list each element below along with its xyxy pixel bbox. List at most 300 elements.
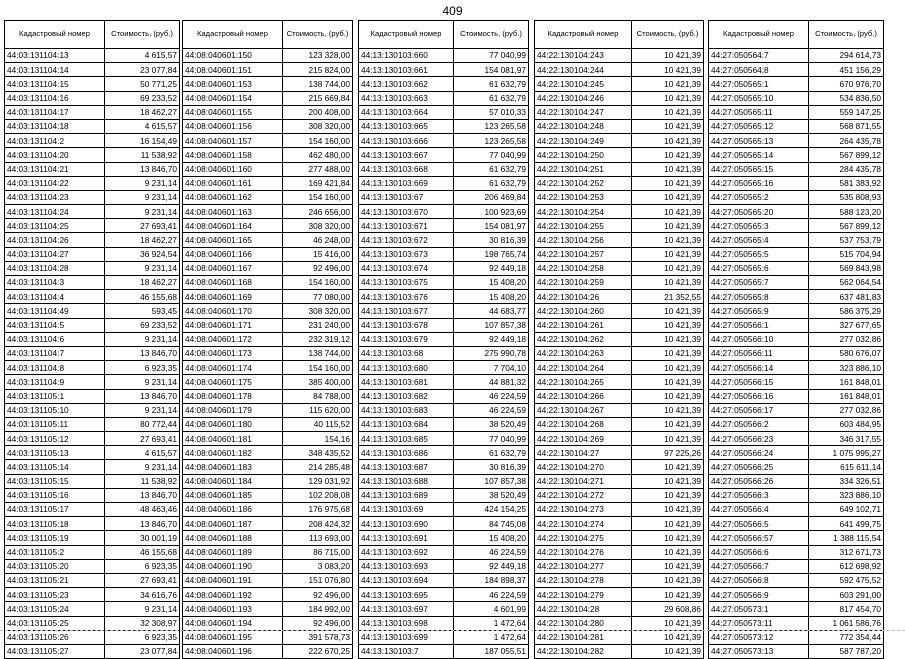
cost-cell: 154 160,00 bbox=[283, 190, 353, 204]
cadastral-number-cell: 44:03:131104:25 bbox=[5, 219, 105, 233]
cost-cell: 154 160,00 bbox=[283, 134, 353, 148]
cost-cell: 10 421,39 bbox=[632, 49, 704, 63]
header-cadastral-number: Кадастровый номер bbox=[5, 21, 105, 49]
table-row bbox=[183, 219, 353, 233]
cadastral-number-cell: 44:27:050566:26 bbox=[709, 474, 809, 488]
cost-cell: 670 976,70 bbox=[809, 77, 884, 91]
cadastral-number-cell: 44:08:040601:193 bbox=[183, 602, 283, 616]
cost-cell: 10 421,39 bbox=[632, 559, 704, 573]
table-row bbox=[5, 49, 180, 63]
cadastral-number-cell: 44:27:050566:10 bbox=[709, 332, 809, 346]
cadastral-number-cell: 44:13:130103:662 bbox=[359, 77, 454, 91]
cost-cell: 18 462,27 bbox=[105, 276, 180, 290]
table-row bbox=[183, 233, 353, 247]
cost-cell: 13 846,70 bbox=[105, 488, 180, 502]
table-row bbox=[5, 77, 180, 91]
table-row bbox=[5, 474, 180, 488]
table-row bbox=[183, 559, 353, 573]
table-row bbox=[359, 261, 529, 275]
table-row bbox=[183, 460, 353, 474]
cost-cell: 113 693,00 bbox=[283, 531, 353, 545]
cadastral-number-cell: 44:22:130104:253 bbox=[535, 190, 632, 204]
cadastral-number-cell: 44:03:131105:18 bbox=[5, 517, 105, 531]
table-row bbox=[5, 403, 180, 417]
table-row bbox=[535, 176, 704, 190]
table-row bbox=[709, 389, 884, 403]
cost-cell: 107 857,38 bbox=[454, 318, 529, 332]
cadastral-number-cell: 44:03:131105:2 bbox=[5, 545, 105, 559]
cadastral-number-cell: 44:08:040601:169 bbox=[183, 290, 283, 304]
cost-cell: 18 462,27 bbox=[105, 233, 180, 247]
cadastral-number-cell: 44:22:130104:243 bbox=[535, 49, 632, 63]
cost-cell: 102 208,08 bbox=[283, 488, 353, 502]
cost-cell: 562 064,54 bbox=[809, 276, 884, 290]
cost-cell: 46 224,59 bbox=[454, 588, 529, 602]
cost-cell: 176 975,68 bbox=[283, 503, 353, 517]
cost-cell: 184 898,37 bbox=[454, 573, 529, 587]
table-row bbox=[709, 446, 884, 460]
cost-cell: 284 435,78 bbox=[809, 162, 884, 176]
cost-cell: 308 320,00 bbox=[283, 219, 353, 233]
cost-cell: 10 421,39 bbox=[632, 247, 704, 261]
table-row bbox=[535, 49, 704, 63]
cost-cell: 84 745,08 bbox=[454, 517, 529, 531]
cost-cell: 10 421,39 bbox=[632, 276, 704, 290]
cadastral-number-cell: 44:03:131104:4 bbox=[5, 290, 105, 304]
cost-cell: 10 421,39 bbox=[632, 346, 704, 360]
table-row bbox=[359, 432, 529, 446]
cadastral-number-cell: 44:13:130103:683 bbox=[359, 403, 454, 417]
table-row bbox=[709, 602, 884, 616]
table-row bbox=[183, 276, 353, 290]
cost-cell: 9 231,14 bbox=[105, 176, 180, 190]
cost-cell: 10 421,39 bbox=[632, 503, 704, 517]
table-row bbox=[359, 573, 529, 587]
cost-cell: 23 077,84 bbox=[105, 63, 180, 77]
registry-table-3 bbox=[358, 20, 529, 659]
cost-cell: 46 224,59 bbox=[454, 403, 529, 417]
cadastral-number-cell: 44:03:131105:12 bbox=[5, 432, 105, 446]
cost-cell: 138 744,00 bbox=[283, 77, 353, 91]
cost-cell: 15 408,20 bbox=[454, 290, 529, 304]
cadastral-number-cell: 44:08:040601:183 bbox=[183, 460, 283, 474]
cadastral-number-cell: 44:03:131105:10 bbox=[5, 403, 105, 417]
cadastral-number-cell: 44:08:040601:186 bbox=[183, 503, 283, 517]
cost-cell: 10 421,39 bbox=[632, 190, 704, 204]
cost-cell: 161 848,01 bbox=[809, 389, 884, 403]
cost-cell: 10 421,39 bbox=[632, 261, 704, 275]
table-row bbox=[183, 176, 353, 190]
cost-cell: 603 484,95 bbox=[809, 417, 884, 431]
table-row bbox=[5, 119, 180, 133]
cadastral-number-cell: 44:22:130104:263 bbox=[535, 346, 632, 360]
table-row bbox=[359, 205, 529, 219]
cadastral-number-cell: 44:22:130104:272 bbox=[535, 488, 632, 502]
table-row bbox=[709, 403, 884, 417]
cadastral-number-cell: 44:13:130103:665 bbox=[359, 119, 454, 133]
registry-table-5 bbox=[708, 20, 884, 659]
table-row bbox=[5, 573, 180, 587]
cadastral-number-cell: 44:27:050565:9 bbox=[709, 304, 809, 318]
cadastral-number-cell: 44:22:130104:244 bbox=[535, 63, 632, 77]
cadastral-number-cell: 44:22:130104:279 bbox=[535, 588, 632, 602]
cadastral-number-cell: 44:27:050566:23 bbox=[709, 432, 809, 446]
cost-cell: 10 421,39 bbox=[632, 630, 704, 644]
cadastral-number-cell: 44:03:131104:27 bbox=[5, 247, 105, 261]
cadastral-number-cell: 44:03:131104:26 bbox=[5, 233, 105, 247]
cost-cell: 46 155,68 bbox=[105, 545, 180, 559]
cadastral-number-cell: 44:13:130103:7 bbox=[359, 644, 454, 658]
table-row bbox=[5, 233, 180, 247]
table-row bbox=[359, 588, 529, 602]
table-row bbox=[183, 361, 353, 375]
table-row bbox=[535, 276, 704, 290]
table-row bbox=[5, 63, 180, 77]
cost-cell: 641 499,75 bbox=[809, 517, 884, 531]
cost-cell: 84 788,00 bbox=[283, 389, 353, 403]
table-row bbox=[359, 375, 529, 389]
table-row bbox=[183, 644, 353, 658]
cost-cell: 77 040,99 bbox=[454, 148, 529, 162]
cost-cell: 391 578,73 bbox=[283, 630, 353, 644]
cadastral-number-cell: 44:13:130103:698 bbox=[359, 616, 454, 630]
cadastral-number-cell: 44:08:040601:184 bbox=[183, 474, 283, 488]
table-row bbox=[535, 162, 704, 176]
cost-cell: 154 081,97 bbox=[454, 63, 529, 77]
cadastral-number-cell: 44:03:131105:24 bbox=[5, 602, 105, 616]
cost-cell: 15 408,20 bbox=[454, 531, 529, 545]
cadastral-number-cell: 44:08:040601:165 bbox=[183, 233, 283, 247]
cadastral-number-cell: 44:03:131105:26 bbox=[5, 630, 105, 644]
cost-cell: 100 923,69 bbox=[454, 205, 529, 219]
cadastral-number-cell: 44:22:130104:271 bbox=[535, 474, 632, 488]
table-row bbox=[709, 332, 884, 346]
cadastral-number-cell: 44:08:040601:155 bbox=[183, 105, 283, 119]
cost-cell: 40 115,52 bbox=[283, 417, 353, 431]
cost-cell: 1 472,64 bbox=[454, 630, 529, 644]
cost-cell: 46 155,68 bbox=[105, 290, 180, 304]
table-row bbox=[5, 190, 180, 204]
table-row bbox=[359, 134, 529, 148]
cost-cell: 61 632,79 bbox=[454, 162, 529, 176]
cost-cell: 10 421,39 bbox=[632, 77, 704, 91]
cadastral-number-cell: 44:08:040601:185 bbox=[183, 488, 283, 502]
cadastral-number-cell: 44:22:130104:250 bbox=[535, 148, 632, 162]
cadastral-number-cell: 44:13:130103:676 bbox=[359, 290, 454, 304]
cadastral-number-cell: 44:13:130103:697 bbox=[359, 602, 454, 616]
table-row bbox=[709, 588, 884, 602]
cost-cell: 34 616,76 bbox=[105, 588, 180, 602]
table-row bbox=[535, 304, 704, 318]
cost-cell: 10 421,39 bbox=[632, 573, 704, 587]
cost-cell: 107 857,38 bbox=[454, 474, 529, 488]
cadastral-number-cell: 44:27:050566:16 bbox=[709, 389, 809, 403]
cadastral-number-cell: 44:13:130103:677 bbox=[359, 304, 454, 318]
cost-cell: 515 704,94 bbox=[809, 247, 884, 261]
cadastral-number-cell: 44:08:040601:188 bbox=[183, 531, 283, 545]
table-row bbox=[359, 105, 529, 119]
cadastral-number-cell: 44:08:040601:173 bbox=[183, 346, 283, 360]
table-row bbox=[183, 261, 353, 275]
cadastral-number-cell: 44:27:050565:6 bbox=[709, 261, 809, 275]
cadastral-number-cell: 44:03:131105:25 bbox=[5, 616, 105, 630]
table-row bbox=[183, 162, 353, 176]
table-row bbox=[359, 247, 529, 261]
table-row bbox=[535, 148, 704, 162]
cadastral-number-cell: 44:03:131104:9 bbox=[5, 375, 105, 389]
cost-cell: 184 992,00 bbox=[283, 602, 353, 616]
cadastral-number-cell: 44:08:040601:156 bbox=[183, 119, 283, 133]
cost-cell: 10 421,39 bbox=[632, 162, 704, 176]
table-row bbox=[709, 460, 884, 474]
cadastral-number-cell: 44:13:130103:67 bbox=[359, 190, 454, 204]
cost-cell: 9 231,14 bbox=[105, 403, 180, 417]
cost-cell: 27 693,41 bbox=[105, 432, 180, 446]
table-row bbox=[5, 361, 180, 375]
cost-cell: 6 923,35 bbox=[105, 559, 180, 573]
cost-cell: 308 320,00 bbox=[283, 304, 353, 318]
table-row bbox=[359, 545, 529, 559]
header-cadastral-number: Кадастровый номер bbox=[709, 21, 809, 49]
table-row bbox=[535, 630, 704, 644]
table-row bbox=[359, 488, 529, 502]
cost-cell: 36 924,54 bbox=[105, 247, 180, 261]
cost-cell: 4 615,57 bbox=[105, 49, 180, 63]
table-row bbox=[709, 91, 884, 105]
table-row bbox=[535, 261, 704, 275]
cadastral-number-cell: 44:27:050565:5 bbox=[709, 247, 809, 261]
table-row bbox=[5, 531, 180, 545]
table-row bbox=[535, 332, 704, 346]
cadastral-number-cell: 44:13:130103:667 bbox=[359, 148, 454, 162]
cost-cell: 18 462,27 bbox=[105, 105, 180, 119]
table-row bbox=[183, 205, 353, 219]
cost-cell: 10 421,39 bbox=[632, 432, 704, 446]
table-row bbox=[709, 205, 884, 219]
header-row bbox=[183, 21, 353, 49]
table-row bbox=[535, 77, 704, 91]
table-row bbox=[709, 318, 884, 332]
cost-cell: 77 040,99 bbox=[454, 432, 529, 446]
cadastral-number-cell: 44:27:050573:1 bbox=[709, 602, 809, 616]
cost-cell: 27 693,41 bbox=[105, 573, 180, 587]
cadastral-number-cell: 44:22:130104:281 bbox=[535, 630, 632, 644]
table-row bbox=[359, 403, 529, 417]
table-row bbox=[359, 417, 529, 431]
table-row bbox=[709, 304, 884, 318]
cadastral-number-cell: 44:03:131105:14 bbox=[5, 460, 105, 474]
table-row bbox=[709, 77, 884, 91]
cadastral-number-cell: 44:08:040601:150 bbox=[183, 49, 283, 63]
cadastral-number-cell: 44:13:130103:661 bbox=[359, 63, 454, 77]
table-row bbox=[709, 105, 884, 119]
cost-cell: 15 408,20 bbox=[454, 276, 529, 290]
cadastral-number-cell: 44:27:050566:1 bbox=[709, 318, 809, 332]
cadastral-number-cell: 44:08:040601:161 bbox=[183, 176, 283, 190]
table-row bbox=[5, 148, 180, 162]
cadastral-number-cell: 44:03:131104:13 bbox=[5, 49, 105, 63]
cadastral-number-cell: 44:27:050565:3 bbox=[709, 219, 809, 233]
cadastral-number-cell: 44:22:130104:268 bbox=[535, 417, 632, 431]
cost-cell: 29 608,86 bbox=[632, 602, 704, 616]
header-cost: Стоимость, (руб.) bbox=[632, 21, 704, 49]
table-row bbox=[5, 91, 180, 105]
cost-cell: 6 923,35 bbox=[105, 630, 180, 644]
table-row bbox=[183, 630, 353, 644]
table-row bbox=[183, 91, 353, 105]
cadastral-number-cell: 44:22:130104:276 bbox=[535, 545, 632, 559]
cost-cell: 123 265,58 bbox=[454, 134, 529, 148]
cost-cell: 10 421,39 bbox=[632, 304, 704, 318]
cost-cell: 46 248,00 bbox=[283, 233, 353, 247]
table-row bbox=[535, 503, 704, 517]
cadastral-number-cell: 44:27:050565:2 bbox=[709, 190, 809, 204]
cost-cell: 169 421,84 bbox=[283, 176, 353, 190]
table-row bbox=[183, 148, 353, 162]
cost-cell: 9 231,14 bbox=[105, 205, 180, 219]
table-row bbox=[5, 588, 180, 602]
table-row bbox=[535, 346, 704, 360]
cadastral-number-cell: 44:03:131104:28 bbox=[5, 261, 105, 275]
cadastral-number-cell: 44:03:131104:6 bbox=[5, 332, 105, 346]
cost-cell: 334 326,51 bbox=[809, 474, 884, 488]
table-row bbox=[359, 77, 529, 91]
cost-cell: 10 421,39 bbox=[632, 205, 704, 219]
cost-cell: 21 352,55 bbox=[632, 290, 704, 304]
table-row bbox=[5, 205, 180, 219]
cadastral-number-cell: 44:27:050565:4 bbox=[709, 233, 809, 247]
cadastral-number-cell: 44:13:130103:69 bbox=[359, 503, 454, 517]
cadastral-number-cell: 44:03:131104:49 bbox=[5, 304, 105, 318]
table-row bbox=[5, 375, 180, 389]
table-row bbox=[535, 517, 704, 531]
table-row bbox=[535, 460, 704, 474]
cost-cell: 451 156,29 bbox=[809, 63, 884, 77]
cost-cell: 154 081,97 bbox=[454, 219, 529, 233]
cost-cell: 10 421,39 bbox=[632, 644, 704, 658]
cadastral-number-cell: 44:08:040601:153 bbox=[183, 77, 283, 91]
table-row bbox=[183, 573, 353, 587]
cost-cell: 48 463,46 bbox=[105, 503, 180, 517]
cost-cell: 10 421,39 bbox=[632, 148, 704, 162]
cadastral-number-cell: 44:13:130103:669 bbox=[359, 176, 454, 190]
table-row bbox=[183, 375, 353, 389]
cadastral-number-cell: 44:22:130104:28 bbox=[535, 602, 632, 616]
cadastral-number-cell: 44:08:040601:170 bbox=[183, 304, 283, 318]
table-row bbox=[5, 105, 180, 119]
table-row bbox=[359, 531, 529, 545]
cadastral-number-cell: 44:27:050566:8 bbox=[709, 573, 809, 587]
cadastral-number-cell: 44:13:130103:68 bbox=[359, 346, 454, 360]
table-row bbox=[183, 545, 353, 559]
table-row bbox=[709, 488, 884, 502]
table-row bbox=[183, 63, 353, 77]
cost-cell: 38 520,49 bbox=[454, 417, 529, 431]
cadastral-number-cell: 44:03:131104:15 bbox=[5, 77, 105, 91]
cost-cell: 277 032,86 bbox=[809, 403, 884, 417]
cost-cell: 7 704,10 bbox=[454, 361, 529, 375]
cadastral-number-cell: 44:08:040601:191 bbox=[183, 573, 283, 587]
cost-cell: 346 317,55 bbox=[809, 432, 884, 446]
cost-cell: 187 055,51 bbox=[454, 644, 529, 658]
cost-cell: 46 224,59 bbox=[454, 389, 529, 403]
cost-cell: 3 083,20 bbox=[283, 559, 353, 573]
cadastral-number-cell: 44:08:040601:151 bbox=[183, 63, 283, 77]
header-cost: Стоимость, (руб.) bbox=[809, 21, 884, 49]
cost-cell: 11 538,92 bbox=[105, 148, 180, 162]
header-cadastral-number: Кадастровый номер bbox=[359, 21, 454, 49]
cost-cell: 10 421,39 bbox=[632, 460, 704, 474]
cadastral-number-cell: 44:27:050565:12 bbox=[709, 119, 809, 133]
table-row bbox=[5, 417, 180, 431]
cadastral-number-cell: 44:03:131105:23 bbox=[5, 588, 105, 602]
cadastral-number-cell: 44:13:130103:674 bbox=[359, 261, 454, 275]
cadastral-number-cell: 44:27:050566:9 bbox=[709, 588, 809, 602]
cadastral-number-cell: 44:27:050565:11 bbox=[709, 105, 809, 119]
table-row bbox=[359, 361, 529, 375]
cadastral-number-cell: 44:08:040601:162 bbox=[183, 190, 283, 204]
cost-cell: 30 001,19 bbox=[105, 531, 180, 545]
cadastral-number-cell: 44:08:040601:171 bbox=[183, 318, 283, 332]
cadastral-number-cell: 44:03:131104:20 bbox=[5, 148, 105, 162]
cost-cell: 534 836,50 bbox=[809, 91, 884, 105]
cost-cell: 32 308,97 bbox=[105, 616, 180, 630]
cost-cell: 308 320,00 bbox=[283, 119, 353, 133]
table-row bbox=[359, 63, 529, 77]
cost-cell: 44 683,77 bbox=[454, 304, 529, 318]
cadastral-number-cell: 44:22:130104:248 bbox=[535, 119, 632, 133]
table-row bbox=[359, 644, 529, 658]
table-row bbox=[709, 162, 884, 176]
cost-cell: 9 231,14 bbox=[105, 332, 180, 346]
cost-cell: 10 421,39 bbox=[632, 545, 704, 559]
cost-cell: 123 265,58 bbox=[454, 119, 529, 133]
cadastral-number-cell: 44:22:130104:262 bbox=[535, 332, 632, 346]
table-row bbox=[183, 49, 353, 63]
table-row bbox=[359, 190, 529, 204]
cadastral-number-cell: 44:13:130103:666 bbox=[359, 134, 454, 148]
cost-cell: 10 421,39 bbox=[632, 474, 704, 488]
table-row bbox=[535, 205, 704, 219]
cost-cell: 10 421,39 bbox=[632, 588, 704, 602]
cadastral-number-cell: 44:22:130104:254 bbox=[535, 205, 632, 219]
cadastral-number-cell: 44:27:050565:13 bbox=[709, 134, 809, 148]
cadastral-number-cell: 44:13:130103:684 bbox=[359, 417, 454, 431]
cost-cell: 232 319,12 bbox=[283, 332, 353, 346]
table-row bbox=[535, 488, 704, 502]
cadastral-number-cell: 44:27:050565:20 bbox=[709, 205, 809, 219]
cost-cell: 6 923,35 bbox=[105, 361, 180, 375]
cadastral-number-cell: 44:27:050565:10 bbox=[709, 91, 809, 105]
cost-cell: 10 421,39 bbox=[632, 233, 704, 247]
table-row bbox=[183, 531, 353, 545]
table-row bbox=[535, 573, 704, 587]
cost-cell: 138 744,00 bbox=[283, 346, 353, 360]
cost-cell: 61 632,79 bbox=[454, 77, 529, 91]
table-row bbox=[183, 474, 353, 488]
cadastral-number-cell: 44:13:130103:681 bbox=[359, 375, 454, 389]
cadastral-number-cell: 44:03:131104:23 bbox=[5, 190, 105, 204]
table-row bbox=[183, 77, 353, 91]
table-row bbox=[5, 134, 180, 148]
table-row bbox=[535, 233, 704, 247]
table-row bbox=[359, 233, 529, 247]
cost-cell: 206 469,84 bbox=[454, 190, 529, 204]
table-row bbox=[5, 290, 180, 304]
cadastral-number-cell: 44:08:040601:154 bbox=[183, 91, 283, 105]
cadastral-number-cell: 44:08:040601:174 bbox=[183, 361, 283, 375]
cost-cell: 277 488,00 bbox=[283, 162, 353, 176]
